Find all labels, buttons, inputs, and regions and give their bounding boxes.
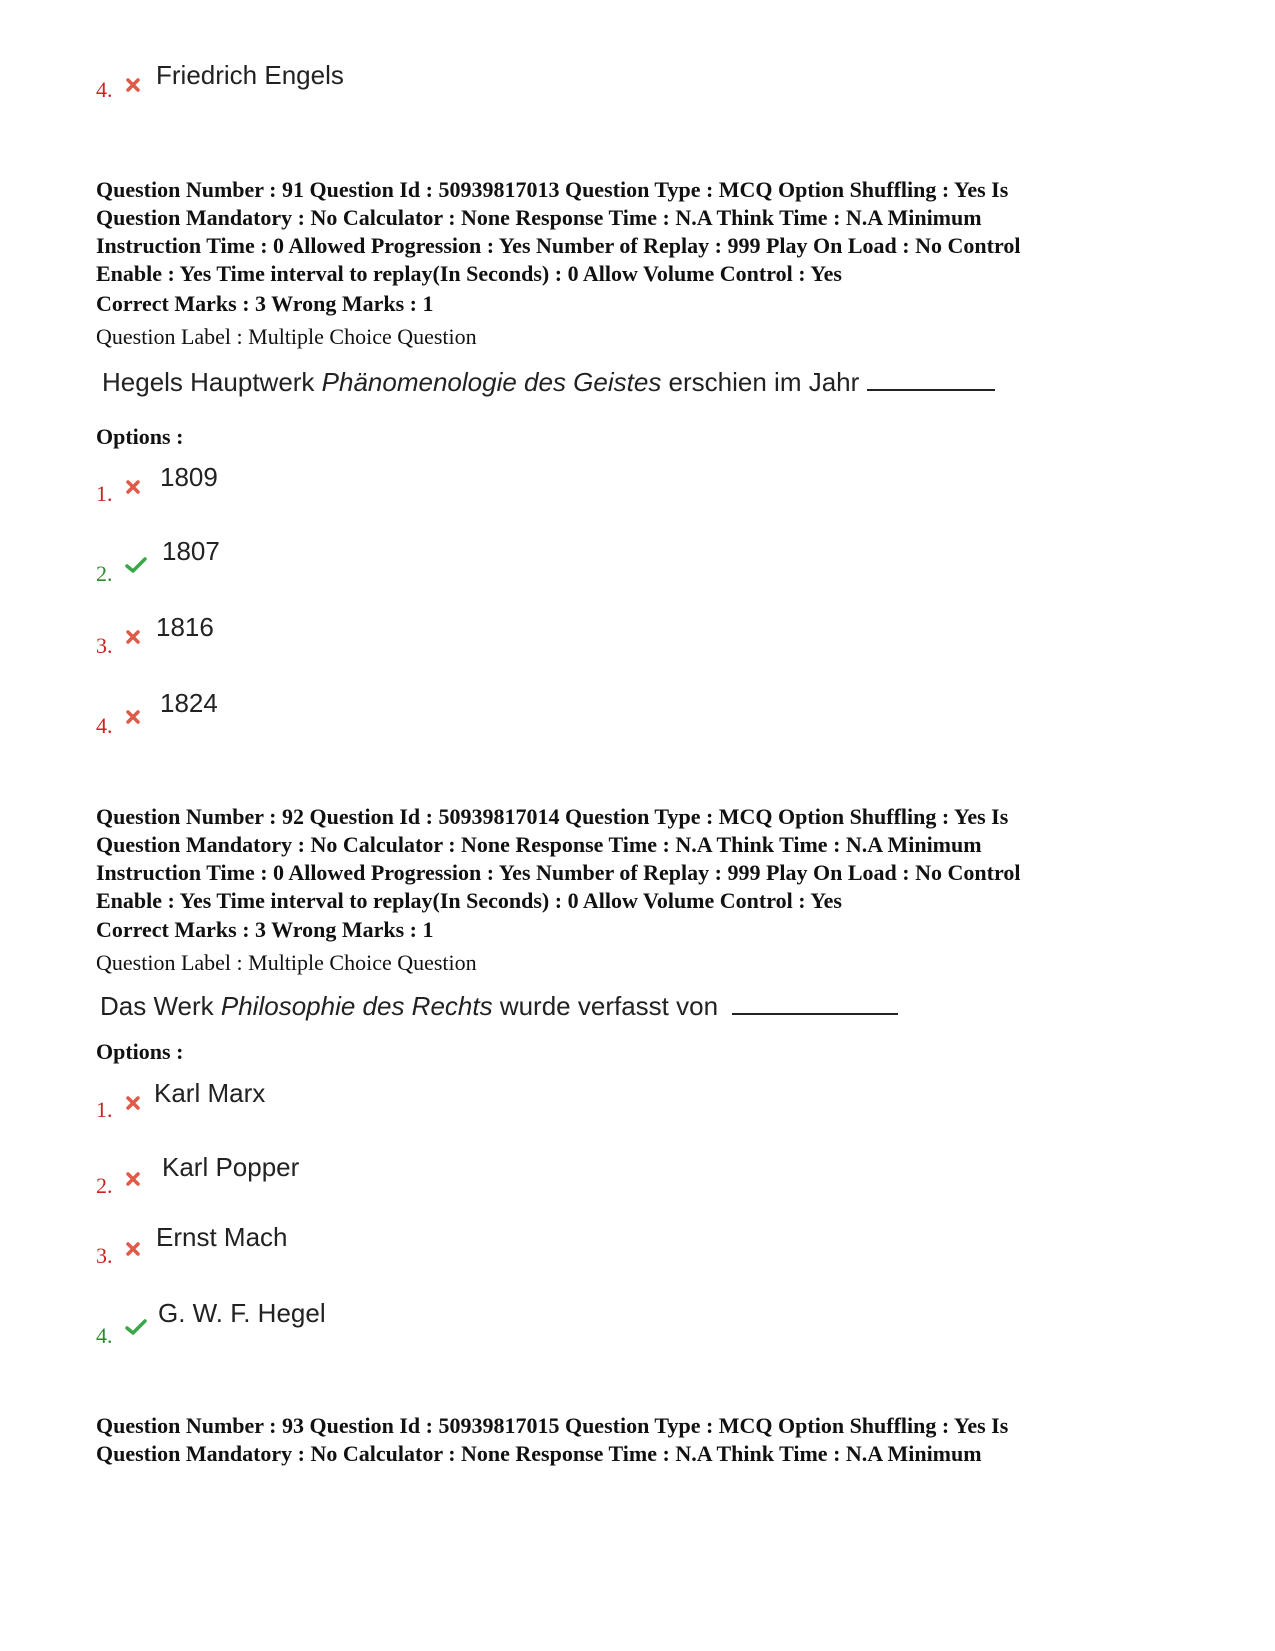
option-text: 1824: [160, 688, 218, 718]
option-text: Friedrich Engels: [156, 60, 344, 90]
question-92-label: Question Label : Multiple Choice Question: [96, 950, 477, 975]
cross-icon: [124, 1240, 142, 1258]
meta-line: Instruction Time : 0 Allowed Progression : Yes Number of Replay : 999 Play On Load : No Control: [96, 860, 1021, 885]
question-91-metadata: [96, 176, 1196, 288]
cross-icon: [124, 478, 142, 496]
option-number: 4.: [96, 77, 113, 102]
option-number: 3.: [96, 1243, 113, 1268]
option-text: Ernst Mach: [156, 1222, 288, 1252]
meta-line: Enable : Yes Time interval to replay(In Seconds) : 0 Allow Volume Control : Yes: [96, 261, 842, 286]
option-number: 2.: [96, 1173, 113, 1198]
option-number: 2.: [96, 561, 113, 586]
question-92-marks: Correct Marks : 3 Wrong Marks : 1: [96, 917, 434, 942]
option-text: 1807: [162, 536, 220, 566]
question-text-start: Hegels Hauptwerk: [102, 367, 322, 397]
meta-line: Question Number : 92 Question Id : 50939817014 Question Type : MCQ Option Shuffling : Yes Is: [96, 804, 1009, 829]
meta-line: Question Mandatory : No Calculator : None Response Time : N.A Think Time : N.A Minimum: [96, 832, 982, 857]
option-number: 1.: [96, 1097, 113, 1122]
cross-icon: [124, 708, 142, 726]
question-92-options-label: Options :: [96, 1039, 184, 1064]
option-number: 4.: [96, 1323, 113, 1348]
option-number: 1.: [96, 481, 113, 506]
cross-icon: [124, 1094, 142, 1112]
meta-line: Question Mandatory : No Calculator : None Response Time : N.A Think Time : N.A Minimum: [96, 205, 982, 230]
option-text: Karl Popper: [162, 1152, 300, 1182]
cross-icon: [124, 1170, 142, 1188]
question-91-text: [102, 366, 995, 398]
option-number: 3.: [96, 633, 113, 658]
meta-line: Question Mandatory : No Calculator : None Response Time : N.A Think Time : N.A Minimum: [96, 1441, 982, 1466]
option-text: Karl Marx: [154, 1078, 266, 1108]
question-93-metadata: [96, 1412, 1196, 1468]
meta-line: Question Number : 91 Question Id : 50939817013 Question Type : MCQ Option Shuffling : Yes Is: [96, 177, 1009, 202]
check-icon: [124, 1318, 148, 1336]
question-92-text: [100, 990, 898, 1022]
question-text-end: wurde verfasst von: [492, 991, 719, 1021]
question-91-options-label: Options :: [96, 424, 184, 449]
question-92-metadata: [96, 803, 1196, 915]
answer-blank: [867, 367, 995, 391]
option-text: 1816: [156, 612, 214, 642]
question-text-end: erschien im Jahr: [661, 367, 860, 397]
cross-icon: [124, 628, 142, 646]
meta-line: Question Number : 93 Question Id : 50939817015 Question Type : MCQ Option Shuffling : Yes Is: [96, 1413, 1009, 1438]
option-text: G. W. F. Hegel: [158, 1298, 326, 1328]
question-text-start: Das Werk: [100, 991, 221, 1021]
check-icon: [124, 556, 148, 574]
meta-line: Instruction Time : 0 Allowed Progression : Yes Number of Replay : 999 Play On Load : No Control: [96, 233, 1021, 258]
answer-blank: [732, 991, 898, 1015]
work-title: Philosophie des Rechts: [220, 991, 493, 1021]
cross-icon: [124, 76, 142, 94]
meta-line: Enable : Yes Time interval to replay(In Seconds) : 0 Allow Volume Control : Yes: [96, 888, 842, 913]
option-text: 1809: [160, 462, 218, 492]
work-title: Phänomenologie des Geistes: [321, 367, 662, 397]
option-number: 4.: [96, 713, 113, 738]
question-91-marks: Correct Marks : 3 Wrong Marks : 1: [96, 291, 434, 316]
question-91-label: Question Label : Multiple Choice Question: [96, 324, 477, 349]
